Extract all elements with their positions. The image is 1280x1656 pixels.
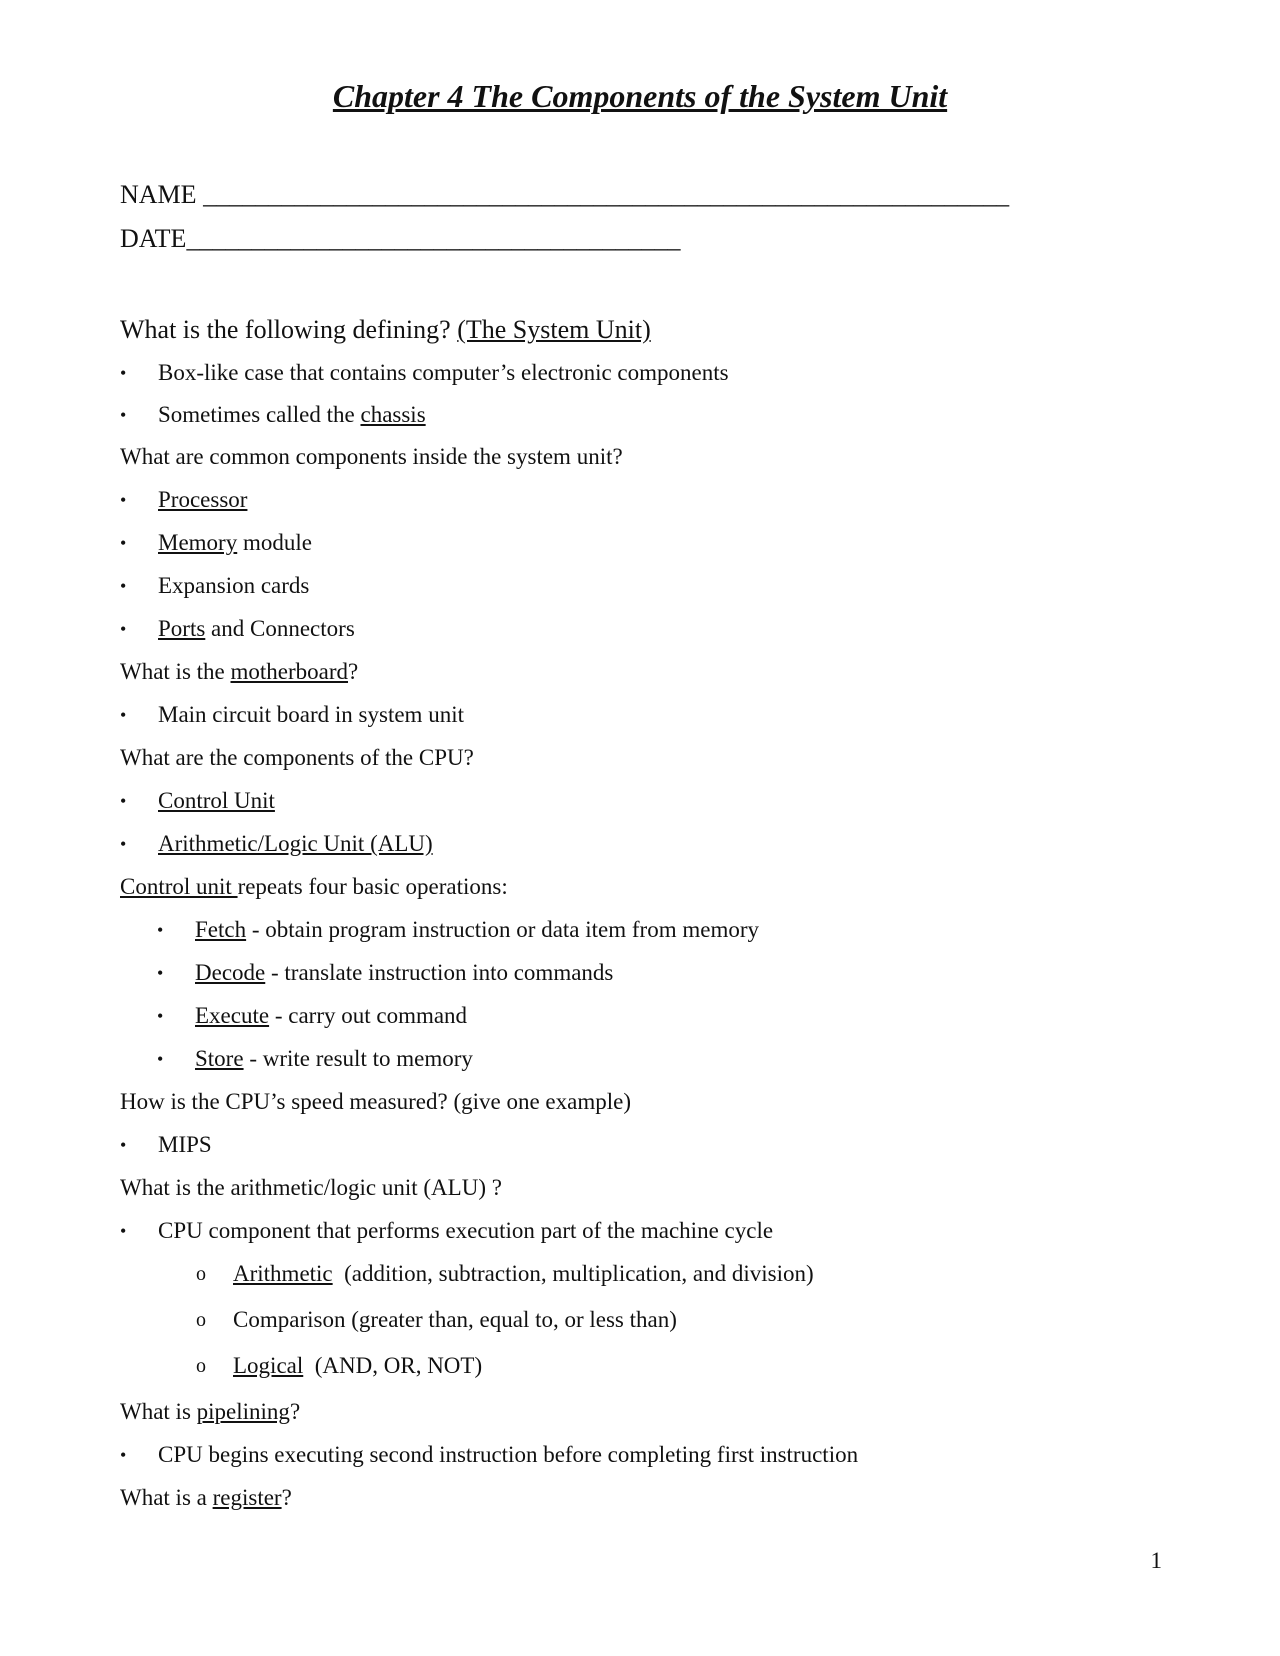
bullet-icon: • bbox=[120, 363, 127, 383]
name-field bbox=[120, 178, 1009, 212]
bullet-icon: • bbox=[120, 619, 127, 639]
bullet-icon: • bbox=[157, 1006, 164, 1026]
page-number: 1 bbox=[1150, 1548, 1162, 1573]
bullet-icon: • bbox=[120, 490, 127, 510]
list-item-text: Store - write result to memory bbox=[195, 1046, 473, 1071]
answer-text: (The System Unit) bbox=[457, 315, 651, 344]
bullet-icon: • bbox=[157, 920, 164, 940]
list-item-text: Expansion cards bbox=[158, 573, 310, 598]
question-motherboard: What is the motherboard? bbox=[120, 659, 359, 684]
list-item-text: Ports and Connectors bbox=[158, 616, 355, 641]
page-title: Chapter 4 The Components of the System Unit bbox=[332, 78, 948, 114]
question-cpu-components: What are the components of the CPU? bbox=[120, 745, 474, 770]
list-item-text: Processor bbox=[158, 487, 248, 512]
question-system-unit bbox=[120, 313, 651, 347]
list-item-text: Execute - carry out command bbox=[195, 1003, 468, 1028]
bullet-icon: • bbox=[120, 834, 127, 854]
list-item-text: Memory module bbox=[158, 530, 312, 555]
name-blank: ______________________________________________________________ bbox=[203, 180, 1010, 209]
bullet-icon: • bbox=[120, 1221, 127, 1241]
circle-bullet-icon: o bbox=[196, 1355, 206, 1377]
list-item-text: Sometimes called the chassis bbox=[158, 402, 426, 427]
bullet-icon: • bbox=[157, 1049, 164, 1069]
list-item-text: Fetch - obtain program instruction or data item from memory bbox=[195, 917, 760, 942]
list-item-text: MIPS bbox=[158, 1132, 212, 1157]
control-unit-heading: Control unit repeats four basic operations: bbox=[120, 874, 508, 899]
list-item-text: Box-like case that contains computer’s electronic components bbox=[158, 360, 729, 385]
question-alu: What is the arithmetic/logic unit (ALU) ? bbox=[120, 1175, 502, 1200]
list-item-text: Arithmetic (addition, subtraction, multiplication, and division) bbox=[233, 1261, 814, 1286]
list-item-text: Main circuit board in system unit bbox=[158, 702, 464, 727]
question-components: What are common components inside the system unit? bbox=[120, 444, 623, 469]
bullet-icon: • bbox=[120, 1445, 127, 1465]
list-item-text: Arithmetic/Logic Unit (ALU) bbox=[158, 831, 433, 856]
list-item-text: Decode - translate instruction into commands bbox=[195, 960, 614, 985]
question-register: What is a register? bbox=[120, 1485, 292, 1510]
question-text: What is the following defining? bbox=[120, 315, 458, 344]
list-item-text: Comparison (greater than, equal to, or less than) bbox=[233, 1307, 677, 1332]
list-item-text: CPU begins executing second instruction before completing first instruction bbox=[158, 1442, 859, 1467]
bullet-icon: • bbox=[120, 791, 127, 811]
date-blank: ______________________________________ bbox=[186, 224, 681, 253]
date-label: DATE bbox=[120, 224, 187, 253]
circle-bullet-icon: o bbox=[196, 1309, 206, 1331]
question-cpu-speed: How is the CPU’s speed measured? (give one example) bbox=[120, 1089, 631, 1114]
list-item-text: Logical (AND, OR, NOT) bbox=[233, 1353, 483, 1378]
date-field bbox=[120, 222, 680, 256]
circle-bullet-icon: o bbox=[196, 1263, 206, 1285]
bullet-icon: • bbox=[120, 533, 127, 553]
question-pipelining: What is pipelining? bbox=[120, 1399, 301, 1424]
bullet-icon: • bbox=[120, 1135, 127, 1155]
name-label: NAME bbox=[120, 180, 204, 209]
bullet-icon: • bbox=[120, 405, 127, 425]
bullet-icon: • bbox=[120, 576, 127, 596]
bullet-icon: • bbox=[120, 705, 127, 725]
bullet-icon: • bbox=[157, 963, 164, 983]
list-item-text: CPU component that performs execution part of the machine cycle bbox=[158, 1218, 774, 1243]
list-item-text: Control Unit bbox=[158, 788, 275, 813]
